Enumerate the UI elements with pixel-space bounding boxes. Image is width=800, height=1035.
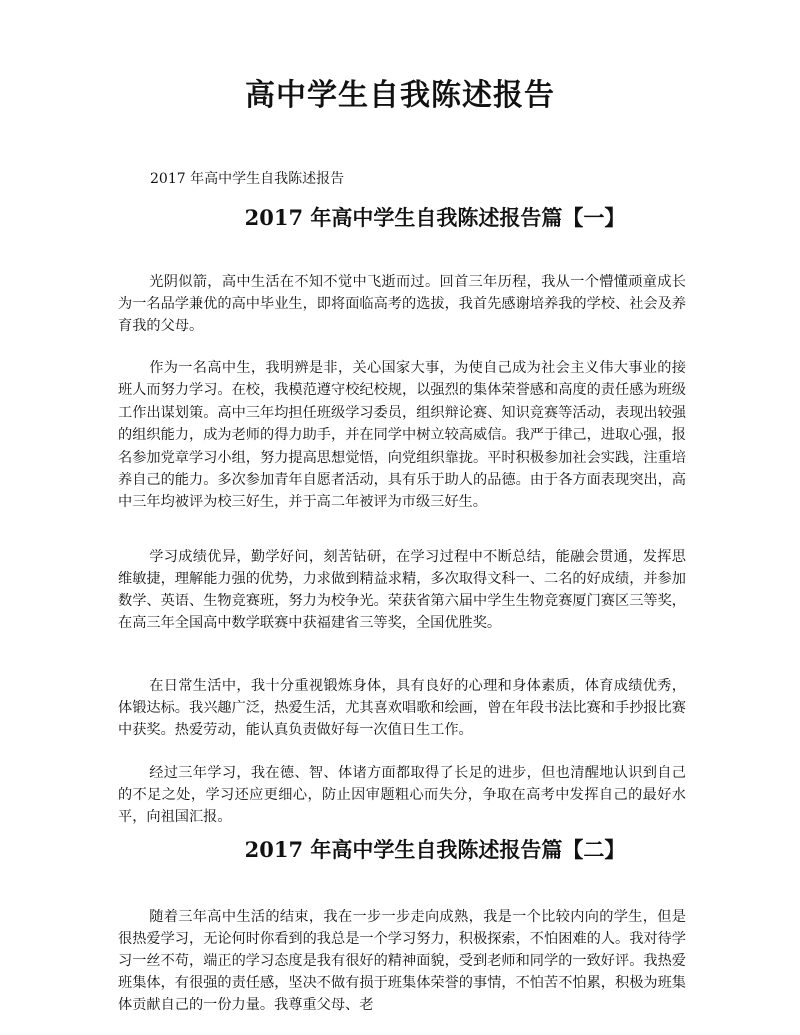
paragraph: 经过三年学习，我在德、智、体诸方面都取得了长足的进步，但也清醒地认识到自己的不足之处，学习还应更细心，防止因审题粗心而失分，争取在高考中发挥自己的最好水平，向祖国汇报。	[118, 765, 686, 825]
document-subtitle: 2017 年高中学生自我陈述报告	[150, 171, 345, 187]
section-heading-2: 2017 年高中学生自我陈述报告篇【二】	[244, 837, 626, 862]
document-title: 高中学生自我陈述报告	[245, 78, 555, 113]
paragraph: 作为一名高中生，我明辨是非，关心国家大事，为使自己成为社会主义伟大事业的接班人而努力学习。在校，我模范遵守校纪校规，以强烈的集体荣誉感和高度的责任感为班级工作出谋划策。高中三年均担任班级学习委员，组织辩论赛、知识竞赛等活动，表现出较强的组织能力，成为老师的得力助手，并在同学中树立较高威信。我严于律己，进取心强，报名参加党章学习小组，努力提高思想觉悟，向党组织靠拢。平时积极参加社会实践，注重培养自己的能力。多次参加青年自愿者活动，具有乐于助人的品德。由于各方面表现突出，高中三年均被评为校三好生，并于高二年被评为市级三好生。	[118, 360, 686, 511]
paragraph: 在日常生活中，我十分重视锻炼身体，具有良好的心理和身体素质，体育成绩优秀，体锻达标。我兴趣广泛，热爱生活，尤其喜欢唱歌和绘画，曾在年段书法比赛和手抄报比赛中获奖。热爱劳动，能认真负责做好每一次值日生工作。	[118, 678, 686, 738]
paragraph: 光阴似箭，高中生活在不知不觉中飞逝而过。回首三年历程，我从一个懵懂顽童成长为一名品学兼优的高中毕业生，即将面临高考的选拔，我首先感谢培养我的学校、社会及养育我的父母。	[118, 274, 686, 334]
paragraph: 随着三年高中生活的结束，我在一步一步走向成熟，我是一个比较内向的学生，但是很热爱学习，无论何时你看到的我总是一个学习努力，积极探索，不怕困难的人。我对待学习一丝不苟，端正的学习态度是我有很好的精神面貌，受到老师和同学的一致好评。我热爱班集体，有很强的责任感，坚决不做有损于班集体荣誉的事情，不怕苦不怕累，积极为班集体贡献自己的一份力量。我尊重父母、老	[118, 909, 686, 1013]
section-heading-1: 2017 年高中学生自我陈述报告篇【一】	[244, 205, 626, 230]
paragraph: 学习成绩优异，勤学好问，刻苦钻研，在学习过程中不断总结，能融会贯通，发挥思维敏捷，理解能力强的优势，力求做到精益求精，多次取得文科一、二名的好成绩，并参加数学、英语、生物竞赛班，努力为校争光。荣获省第六届中学生生物竞赛厦门赛区三等奖，在高三年全国高中数学联赛中获福建省三等奖，全国优胜奖。	[118, 549, 686, 631]
